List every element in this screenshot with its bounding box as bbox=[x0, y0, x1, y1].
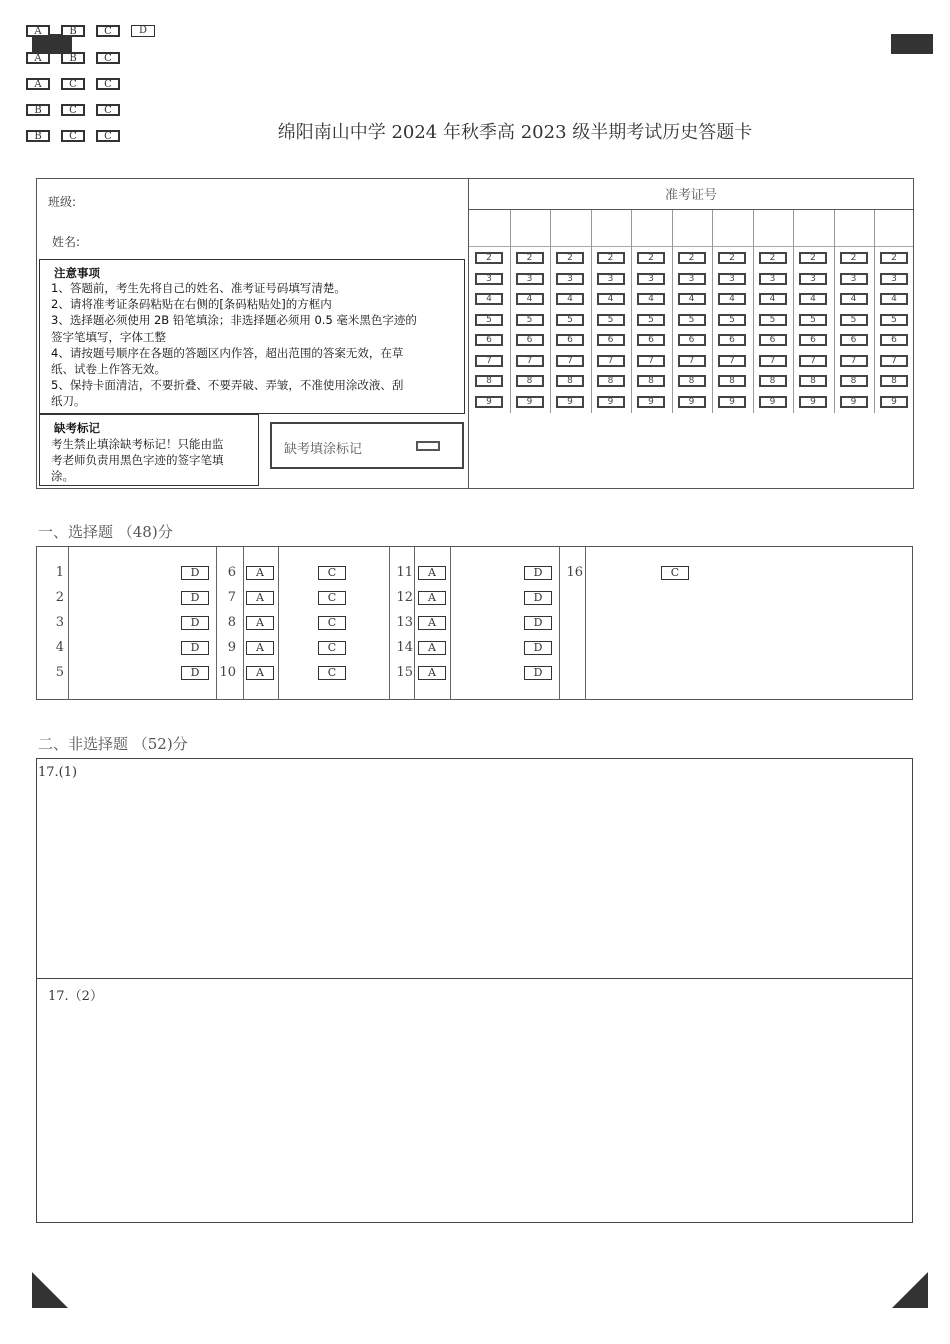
exam-id-digit-bubble[interactable]: 5 bbox=[556, 314, 584, 326]
exam-id-digit-bubble[interactable]: 8 bbox=[637, 375, 665, 387]
exam-id-digit-bubble[interactable]: 8 bbox=[840, 375, 868, 387]
question-number: 13 bbox=[396, 615, 413, 630]
exam-id-digit-bubble[interactable]: 8 bbox=[556, 375, 584, 387]
exam-id-digit-bubble[interactable]: 6 bbox=[597, 334, 625, 346]
exam-id-digit-bubble[interactable]: 4 bbox=[475, 293, 503, 305]
choice-option-bubble[interactable]: A bbox=[418, 591, 446, 605]
answer-label-17-1: 17.(1) bbox=[38, 765, 78, 780]
exam-id-entry-cell[interactable] bbox=[712, 210, 753, 246]
question-number: 15 bbox=[396, 665, 413, 680]
exam-id-entry-cell[interactable] bbox=[834, 210, 875, 246]
exam-id-digit-bubble[interactable]: 4 bbox=[556, 293, 584, 305]
exam-id-entry-cell[interactable] bbox=[793, 210, 834, 246]
exam-id-digit-bubble[interactable]: 3 bbox=[880, 273, 908, 285]
question-number: 10 bbox=[219, 665, 236, 680]
exam-id-digit-bubble[interactable]: 7 bbox=[475, 355, 503, 367]
choice-option-bubble[interactable]: A bbox=[418, 666, 446, 680]
choice-option-bubble[interactable]: D bbox=[524, 566, 552, 580]
exam-id-digit-bubble[interactable]: 2 bbox=[637, 252, 665, 264]
exam-id-digit-bubble[interactable]: 8 bbox=[475, 375, 503, 387]
exam-id-digit-bubble[interactable]: 5 bbox=[678, 314, 706, 326]
choice-option-bubble[interactable]: D bbox=[181, 566, 209, 580]
exam-id-digit-bubble[interactable]: 4 bbox=[516, 293, 544, 305]
timing-mark-top-right bbox=[891, 34, 933, 54]
exam-id-digit-bubble[interactable]: 3 bbox=[759, 273, 787, 285]
exam-id-digit-bubble[interactable]: 5 bbox=[880, 314, 908, 326]
question-number: 8 bbox=[227, 615, 236, 630]
choice-option-bubble[interactable]: D bbox=[524, 666, 552, 680]
nonchoice-section-title: 二、非选择题 （52)分 bbox=[38, 735, 188, 753]
exam-id-digit-bubble[interactable]: 2 bbox=[718, 252, 746, 264]
choice-column-divider bbox=[585, 547, 586, 700]
notice-line: 5、保持卡面清洁，不要折叠、不要弄破、弄皱，不准使用涂改液、刮 bbox=[51, 378, 404, 393]
choice-option-bubble[interactable]: D bbox=[181, 591, 209, 605]
type-bubble[interactable]: C bbox=[61, 78, 85, 90]
type-bubble[interactable]: A bbox=[26, 52, 50, 64]
exam-id-digit-bubble[interactable]: 5 bbox=[597, 314, 625, 326]
exam-id-digit-bubble[interactable]: 2 bbox=[516, 252, 544, 264]
exam-id-digit-bubble[interactable]: 2 bbox=[799, 252, 827, 264]
exam-id-digit-bubble[interactable]: 2 bbox=[597, 252, 625, 264]
exam-id-digit-bubble[interactable]: 5 bbox=[840, 314, 868, 326]
notice-line: 签字笔填写，字体工整 bbox=[51, 329, 166, 344]
question-number: 12 bbox=[396, 590, 413, 605]
choice-column-divider bbox=[450, 547, 451, 700]
type-bubble[interactable]: B bbox=[26, 104, 50, 116]
exam-id-digit-bubble[interactable]: 8 bbox=[516, 375, 544, 387]
question-number: 4 bbox=[55, 640, 64, 655]
notice-line: 1、答题前，考生先将自己的姓名、准考证号码填写清楚。 bbox=[51, 281, 346, 295]
exam-id-digit-bubble[interactable]: 8 bbox=[718, 375, 746, 387]
question-number: 16 bbox=[566, 565, 583, 580]
exam-id-digit-bubble[interactable]: 3 bbox=[678, 273, 706, 285]
exam-id-digit-bubble[interactable]: 5 bbox=[759, 314, 787, 326]
exam-id-digit-bubble[interactable]: 6 bbox=[840, 334, 868, 346]
exam-id-digit-bubble[interactable]: 2 bbox=[880, 252, 908, 264]
notice-box bbox=[39, 259, 465, 414]
question-number: 9 bbox=[227, 640, 236, 655]
notice-title: 注意事项 bbox=[54, 266, 100, 280]
choice-option-bubble[interactable]: C bbox=[318, 566, 346, 580]
exam-id-digit-bubble[interactable]: 9 bbox=[799, 396, 827, 408]
type-bubble[interactable]: D bbox=[131, 25, 155, 37]
type-bubble[interactable]: A bbox=[26, 25, 50, 37]
exam-id-entry-cell[interactable] bbox=[469, 210, 510, 246]
choice-option-bubble[interactable]: C bbox=[318, 666, 346, 680]
choice-option-bubble[interactable]: A bbox=[246, 641, 274, 655]
exam-id-digit-bubble[interactable]: 3 bbox=[718, 273, 746, 285]
exam-id-digit-bubble[interactable]: 5 bbox=[718, 314, 746, 326]
exam-id-entry-cell[interactable] bbox=[550, 210, 591, 246]
choice-option-bubble[interactable]: A bbox=[246, 566, 274, 580]
exam-id-entry-cell[interactable] bbox=[631, 210, 672, 246]
choice-panel bbox=[36, 546, 913, 700]
question-number: 1 bbox=[55, 565, 64, 580]
exam-id-digit-bubble[interactable]: 7 bbox=[799, 355, 827, 367]
exam-id-digit-bubble[interactable]: 3 bbox=[475, 273, 503, 285]
exam-id-digit-bubble[interactable]: 4 bbox=[799, 293, 827, 305]
exam-id-digit-bubble[interactable]: 2 bbox=[556, 252, 584, 264]
type-bubble[interactable]: C bbox=[61, 130, 85, 142]
exam-id-digit-bubble[interactable]: 5 bbox=[516, 314, 544, 326]
choice-option-bubble[interactable]: D bbox=[181, 641, 209, 655]
exam-id-digit-bubble[interactable]: 9 bbox=[475, 396, 503, 408]
choice-section-title: 一、选择题 （48)分 bbox=[38, 523, 173, 541]
exam-id-digit-bubble[interactable]: 8 bbox=[597, 375, 625, 387]
exam-id-entry-cell[interactable] bbox=[874, 210, 915, 246]
answer-area-17-2[interactable] bbox=[36, 978, 913, 1223]
choice-option-bubble[interactable]: A bbox=[246, 616, 274, 630]
exam-id-digit-bubble[interactable]: 7 bbox=[556, 355, 584, 367]
question-number: 2 bbox=[55, 590, 64, 605]
question-number: 11 bbox=[396, 565, 413, 580]
exam-id-digit-bubble[interactable]: 9 bbox=[556, 396, 584, 408]
exam-id-digit-bubble[interactable]: 8 bbox=[880, 375, 908, 387]
exam-id-digit-bubble[interactable]: 3 bbox=[637, 273, 665, 285]
choice-option-bubble[interactable]: C bbox=[318, 591, 346, 605]
notice-line: 4、请按题号顺序在各题的答题区内作答，超出范围的答案无效，在草 bbox=[51, 345, 404, 360]
exam-id-digit-bubble[interactable]: 7 bbox=[597, 355, 625, 367]
corner-mark-bottom-left bbox=[32, 1272, 68, 1308]
choice-column-divider bbox=[68, 547, 69, 700]
absent-lines bbox=[40, 415, 258, 485]
exam-id-digit-bubble[interactable]: 6 bbox=[556, 334, 584, 346]
type-bubble[interactable]: C bbox=[96, 52, 120, 64]
exam-id-digit-bubble[interactable]: 9 bbox=[597, 396, 625, 408]
exam-id-digit-bubble[interactable]: 9 bbox=[678, 396, 706, 408]
exam-id-digit-bubble[interactable]: 9 bbox=[840, 396, 868, 408]
exam-id-digit-bubble[interactable]: 7 bbox=[759, 355, 787, 367]
exam-id-digit-bubble[interactable]: 8 bbox=[799, 375, 827, 387]
answer-label-17-2: 17.（2） bbox=[48, 989, 103, 1004]
exam-id-digit-bubble[interactable]: 6 bbox=[799, 334, 827, 346]
exam-id-entry-cell[interactable] bbox=[510, 210, 551, 246]
exam-id-digit-bubble[interactable]: 8 bbox=[759, 375, 787, 387]
exam-id-digit-bubble[interactable]: 6 bbox=[880, 334, 908, 346]
exam-id-digit-bubble[interactable]: 7 bbox=[880, 355, 908, 367]
exam-id-entry-cell[interactable] bbox=[591, 210, 632, 246]
question-number: 6 bbox=[227, 565, 236, 580]
choice-option-bubble[interactable]: A bbox=[246, 666, 274, 680]
choice-option-bubble[interactable]: A bbox=[418, 566, 446, 580]
choice-option-bubble[interactable]: C bbox=[318, 616, 346, 630]
exam-id-digit-bubble[interactable]: 7 bbox=[718, 355, 746, 367]
choice-column-divider bbox=[278, 547, 279, 700]
question-number: 5 bbox=[55, 665, 64, 680]
type-bubble[interactable]: C bbox=[61, 104, 85, 116]
absent-line: 涂。 bbox=[51, 469, 74, 483]
answer-area-17-1[interactable] bbox=[36, 758, 913, 979]
exam-id-title: 准考证号 bbox=[664, 188, 717, 203]
absent-box bbox=[39, 414, 259, 486]
class-label: 班级: bbox=[48, 195, 77, 209]
exam-id-digit-bubble[interactable]: 6 bbox=[718, 334, 746, 346]
choice-option-bubble[interactable]: D bbox=[524, 616, 552, 630]
exam-id-digit-bubble[interactable]: 3 bbox=[597, 273, 625, 285]
type-bubble[interactable]: C bbox=[96, 104, 120, 116]
choice-option-bubble[interactable]: D bbox=[181, 666, 209, 680]
choice-option-bubble[interactable]: A bbox=[246, 591, 274, 605]
corner-mark-bottom-right bbox=[892, 1272, 928, 1308]
choice-option-bubble[interactable]: D bbox=[181, 616, 209, 630]
choice-column-divider bbox=[414, 547, 415, 700]
type-bubble[interactable]: C bbox=[96, 78, 120, 90]
question-number: 14 bbox=[396, 640, 413, 655]
absent-fill-area bbox=[270, 422, 464, 469]
notice-line: 3、选择题必须使用 2B 铅笔填涂；非选择题必须用 0.5 毫米黑色字迹的 bbox=[51, 313, 417, 328]
absent-line: 考生禁止填涂缺考标记！只能由监 bbox=[51, 437, 224, 451]
type-bubble[interactable]: C bbox=[96, 25, 120, 37]
exam-id-digit-bubble[interactable]: 4 bbox=[718, 293, 746, 305]
exam-id-digit-bubble[interactable]: 3 bbox=[556, 273, 584, 285]
choice-option-bubble[interactable]: D bbox=[524, 641, 552, 655]
exam-id-digit-bubble[interactable]: 2 bbox=[759, 252, 787, 264]
exam-id-digit-bubble[interactable]: 9 bbox=[880, 396, 908, 408]
absent-fill-bubble[interactable] bbox=[416, 441, 440, 451]
notice-line: 纸、试卷上作答无效。 bbox=[51, 362, 166, 376]
exam-id-digit-bubble[interactable]: 3 bbox=[516, 273, 544, 285]
page-title: 绵阳南山中学 2024 年秋季高 2023 级半期考试历史答题卡 bbox=[277, 122, 753, 143]
question-number: 7 bbox=[227, 590, 236, 605]
exam-id-digit-bubble[interactable]: 3 bbox=[799, 273, 827, 285]
exam-id-digit-bubble[interactable]: 5 bbox=[799, 314, 827, 326]
absent-title: 缺考标记 bbox=[54, 421, 100, 435]
exam-id-digit-bubble[interactable]: 3 bbox=[840, 273, 868, 285]
exam-id-entry-cell[interactable] bbox=[672, 210, 713, 246]
exam-id-digit-bubble[interactable]: 5 bbox=[637, 314, 665, 326]
notice-line: 2、请将准考证条码粘贴在右侧的[条码粘贴处]的方框内 bbox=[51, 297, 332, 312]
type-bubble[interactable]: C bbox=[96, 130, 120, 142]
absent-line: 考老师负责用黑色字迹的签字笔填 bbox=[51, 453, 224, 467]
absent-fill-label: 缺考填涂标记 bbox=[284, 442, 363, 457]
type-bubble[interactable]: B bbox=[26, 130, 50, 142]
exam-id-digit-bubble[interactable]: 2 bbox=[475, 252, 503, 264]
choice-option-bubble[interactable]: C bbox=[661, 566, 689, 580]
exam-id-digit-bubble[interactable]: 6 bbox=[516, 334, 544, 346]
exam-id-digit-bubble[interactable]: 2 bbox=[678, 252, 706, 264]
exam-id-digit-bubble[interactable]: 4 bbox=[637, 293, 665, 305]
exam-id-digit-bubble[interactable]: 9 bbox=[637, 396, 665, 408]
choice-option-bubble[interactable]: C bbox=[318, 641, 346, 655]
exam-id-digit-bubble[interactable]: 6 bbox=[475, 334, 503, 346]
exam-id-digit-bubble[interactable]: 4 bbox=[759, 293, 787, 305]
exam-id-entry-cell[interactable] bbox=[753, 210, 794, 246]
choice-column-divider bbox=[243, 547, 244, 700]
choice-option-bubble[interactable]: A bbox=[418, 616, 446, 630]
exam-id-digit-bubble[interactable]: 4 bbox=[880, 293, 908, 305]
exam-id-digit-bubble[interactable]: 6 bbox=[678, 334, 706, 346]
name-label: 姓名: bbox=[52, 235, 81, 249]
choice-option-bubble[interactable]: A bbox=[418, 641, 446, 655]
exam-id-digit-bubble[interactable]: 4 bbox=[840, 293, 868, 305]
timing-mark-top-left bbox=[32, 34, 72, 54]
type-bubble[interactable]: B bbox=[61, 25, 85, 37]
exam-id-digit-bubble[interactable]: 2 bbox=[840, 252, 868, 264]
exam-id-digit-bubble[interactable]: 9 bbox=[718, 396, 746, 408]
exam-id-digit-bubble[interactable]: 4 bbox=[678, 293, 706, 305]
exam-id-digit-bubble[interactable]: 6 bbox=[637, 334, 665, 346]
exam-id-digit-bubble[interactable]: 7 bbox=[637, 355, 665, 367]
question-number: 3 bbox=[55, 615, 64, 630]
exam-id-digit-bubble[interactable]: 9 bbox=[759, 396, 787, 408]
exam-id-digit-bubble[interactable]: 7 bbox=[678, 355, 706, 367]
exam-id-entry-rule bbox=[469, 246, 913, 247]
exam-id-digit-bubble[interactable]: 9 bbox=[516, 396, 544, 408]
exam-id-digit-bubble[interactable]: 7 bbox=[840, 355, 868, 367]
notice-line: 纸刀。 bbox=[51, 394, 86, 409]
exam-id-digit-bubble[interactable]: 4 bbox=[597, 293, 625, 305]
type-bubble[interactable]: A bbox=[26, 78, 50, 90]
exam-id-digit-bubble[interactable]: 6 bbox=[759, 334, 787, 346]
exam-id-digit-bubble[interactable]: 8 bbox=[678, 375, 706, 387]
choice-option-bubble[interactable]: D bbox=[524, 591, 552, 605]
exam-id-digit-bubble[interactable]: 5 bbox=[475, 314, 503, 326]
exam-id-digit-bubble[interactable]: 7 bbox=[516, 355, 544, 367]
type-bubble[interactable]: B bbox=[61, 52, 85, 64]
